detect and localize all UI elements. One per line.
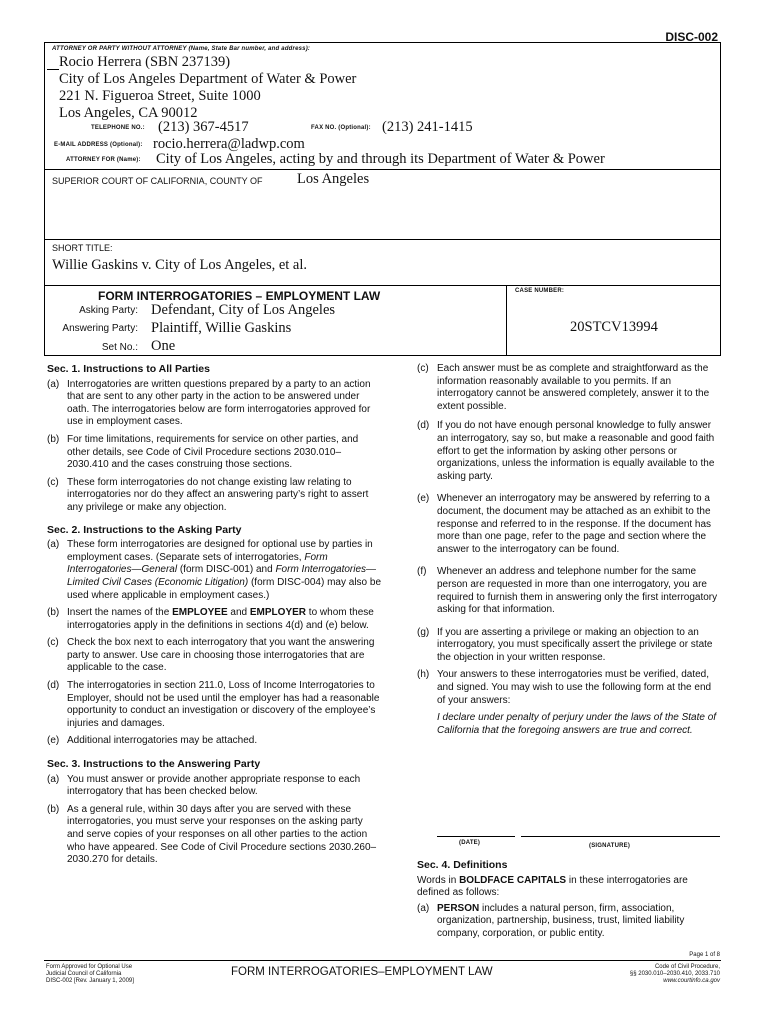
answering-party-label: Answering Party:: [62, 323, 138, 334]
set-no-label: Set No.:: [101, 342, 138, 353]
footer-rule: [44, 960, 721, 961]
sec4-intro: Words in BOLDFACE CAPITALS in these interrogatories are defined as follows:: [417, 874, 688, 899]
signature-line: [521, 836, 720, 837]
footer-left: Form Approved for Optional Use Judicial Council of California DISC-002 [Rev. January 1, 2009]: [46, 964, 134, 984]
sec2-item-e: (e) Additional interrogatories may be attached.: [47, 735, 258, 747]
telephone-label: TELEPHONE NO.:: [91, 125, 145, 131]
short-title-label: SHORT TITLE:: [52, 243, 113, 253]
answering-party-value: Plaintiff, Willie Gaskins: [151, 320, 292, 336]
sec1-item-c: (c) These form interrogatories do not change existing law relating to interrogatories nor do they affect an answering party’s right to assert any privilege or make any objection.: [47, 476, 369, 513]
short-title-box: [44, 239, 721, 286]
email-label: E-MAIL ADDRESS (Optional):: [54, 142, 143, 148]
sec4-item-a: (a) PERSON includes a natural person, firm, association, organization, partnership, business, trust, limited liability company, corporation, or public entity.: [417, 902, 685, 939]
sec1-item-b: (b) For time limitations, requirements for service on other parties, and other details, see Code of Civil Procedure sections 2030.010–2030.410 and the cases construing those sections.: [47, 433, 359, 471]
date-label: (DATE): [459, 840, 481, 846]
sec2-item-d: (d) The interrogatories in section 211.0, Loss of Income Interrogatories to Employer, should not be used until the employer has had a reasonable opportunity to conduct an investigation or discovery of the employee’s injuries and damages.: [47, 680, 380, 729]
footer-right: Code of Civil Procedure, §§ 2030.010–2030.410, 2033.710 www.courtinfo.ca.gov: [629, 964, 720, 984]
attorney-street: 221 N. Figueroa Street, Suite 1000: [59, 88, 261, 104]
sec2-item-b: (b) Insert the names of the EMPLOYEE and EMPLOYER to whom these interrogatories apply in the definitions in sections 4(d) and (e) below.: [47, 607, 374, 631]
attorney-name: Rocio Herrera (SBN 237139): [59, 54, 231, 70]
signature-label: (SIGNATURE): [589, 843, 631, 849]
asking-party-label: Asking Party:: [79, 305, 138, 316]
court-box: [44, 169, 721, 240]
form-id: DISC-002: [665, 30, 718, 44]
attorney-box: [44, 42, 721, 170]
court-label: SUPERIOR COURT OF CALIFORNIA, COUNTY OF: [52, 176, 263, 186]
sec3-item-h: (h) Your answers to these interrogatories must be verified, dated, and signed. You may wish to use the following form at the end of your answers:: [417, 669, 712, 706]
set-no-value: One: [151, 338, 176, 354]
sec1-heading: Sec. 1. Instructions to All Parties: [47, 363, 210, 375]
sec4-heading: Sec. 4. Definitions: [417, 859, 508, 871]
left-column: [47, 356, 382, 872]
date-line: [437, 836, 515, 837]
sec2-item-c: (c) Check the box next to each interrogatory that you want the answering party to answer. Use care in choosing those interrogatories that are applicable to the case.: [47, 637, 375, 674]
attorney-for-value: City of Los Angeles, acting by and through its Department of Water & Power: [156, 151, 605, 167]
sec3-item-b: (b) As a general rule, within 30 days after you are served with these interrogatories, you must serve your responses on the asking party and serve copies of your responses on all other parties to the action who have appeared. See Code of Civil Procedure sections 2030.260–2030.270 for details.: [47, 803, 377, 866]
sec3-item-f: (f) Whenever an address and telephone number for the same person are requested in more than one interrogatory, you are required to furnish them in answering only the first interrogatory asking for that information.: [417, 566, 718, 616]
email-value: rocio.herrera@ladwp.com: [153, 136, 305, 152]
case-number-label: CASE NUMBER:: [515, 288, 565, 294]
asking-party-value: Defendant, City of Los Angeles: [151, 302, 336, 318]
sec3-item-c: (c) Each answer must be as complete and straightforward as the information reasonably available to you permits. If an interrogatory cannot be answered completely, answer it to the extent possible.: [417, 363, 710, 412]
title-box: [44, 285, 721, 356]
footer-title: FORM INTERROGATORIES–EMPLOYMENT LAW: [231, 966, 493, 978]
sec1-item-a: (a) Interrogatories are written questions prepared by a party to an action that are sent to any other party in the action to be answered under oath. The interrogatories below are form interrogatories approved for use in employment cases.: [47, 378, 371, 428]
telephone-value: (213) 367-4517: [158, 119, 249, 135]
case-number-value: 20STCV13994: [570, 319, 658, 335]
sec3-heading: Sec. 3. Instructions to the Answering Party: [47, 758, 261, 771]
short-title-value: Willie Gaskins v. City of Los Angeles, et al.: [52, 257, 308, 273]
right-column: [417, 363, 720, 737]
attorney-name-underline: [47, 69, 59, 70]
attorney-for-label: ATTORNEY FOR (Name):: [66, 157, 141, 163]
sec2-heading: Sec. 2. Instructions to the Asking Party: [47, 523, 242, 536]
fax-value: (213) 241-1415: [382, 119, 473, 135]
fax-label: FAX NO. (Optional):: [311, 125, 371, 131]
sec3-item-g: (g) If you are asserting a privilege or making an objection to an interrogatory, you must specifically assert the privilege or state the objection in your written response.: [417, 626, 713, 663]
sec2-item-a: (a) These form interrogatories are designed for optional use by parties in employment cases. (Separate sets of interrogatories, Form Interrogatories—General (form DISC-001) and Form Interrogatories—Limited Civil Cases (Economic Litigation) (form DISC-004) may also be used where applicable in employment cases.): [47, 539, 382, 601]
sec3-item-d: (d) If you do not have enough personal knowledge to fully answer an interrogatory, say so, but make a reasonable and good faith effort to get the information by asking other persons or organizations, unless the information is equally available to the asking party.: [417, 420, 715, 482]
declaration-text: I declare under penalty of perjury under the laws of the State of California that the foregoing answers are true and correct.: [437, 712, 717, 736]
attorney-label: ATTORNEY OR PARTY WITHOUT ATTORNEY (Name, State Bar number, and address):: [52, 46, 311, 52]
sec4-block: [417, 852, 720, 946]
sec3-item-e: (e) Whenever an interrogatory may be answered by referring to a document, the document may be attached as an exhibit to the response and referred to in the response. If the document has more than one page, refer to the page and section where the answer to the interrogatory can be found.: [417, 493, 712, 555]
page-number: Page 1 of 8: [689, 952, 720, 958]
title-divider: [506, 286, 507, 356]
attorney-city: Los Angeles, CA 90012: [59, 105, 198, 121]
form-title: FORM INTERROGATORIES – EMPLOYMENT LAW: [98, 289, 381, 303]
attorney-org: City of Los Angeles Department of Water & Power: [59, 71, 357, 87]
sec3-item-a: (a) You must answer or provide another appropriate response to each interrogatory that has been checked below.: [47, 773, 361, 798]
court-county: Los Angeles: [297, 171, 370, 187]
